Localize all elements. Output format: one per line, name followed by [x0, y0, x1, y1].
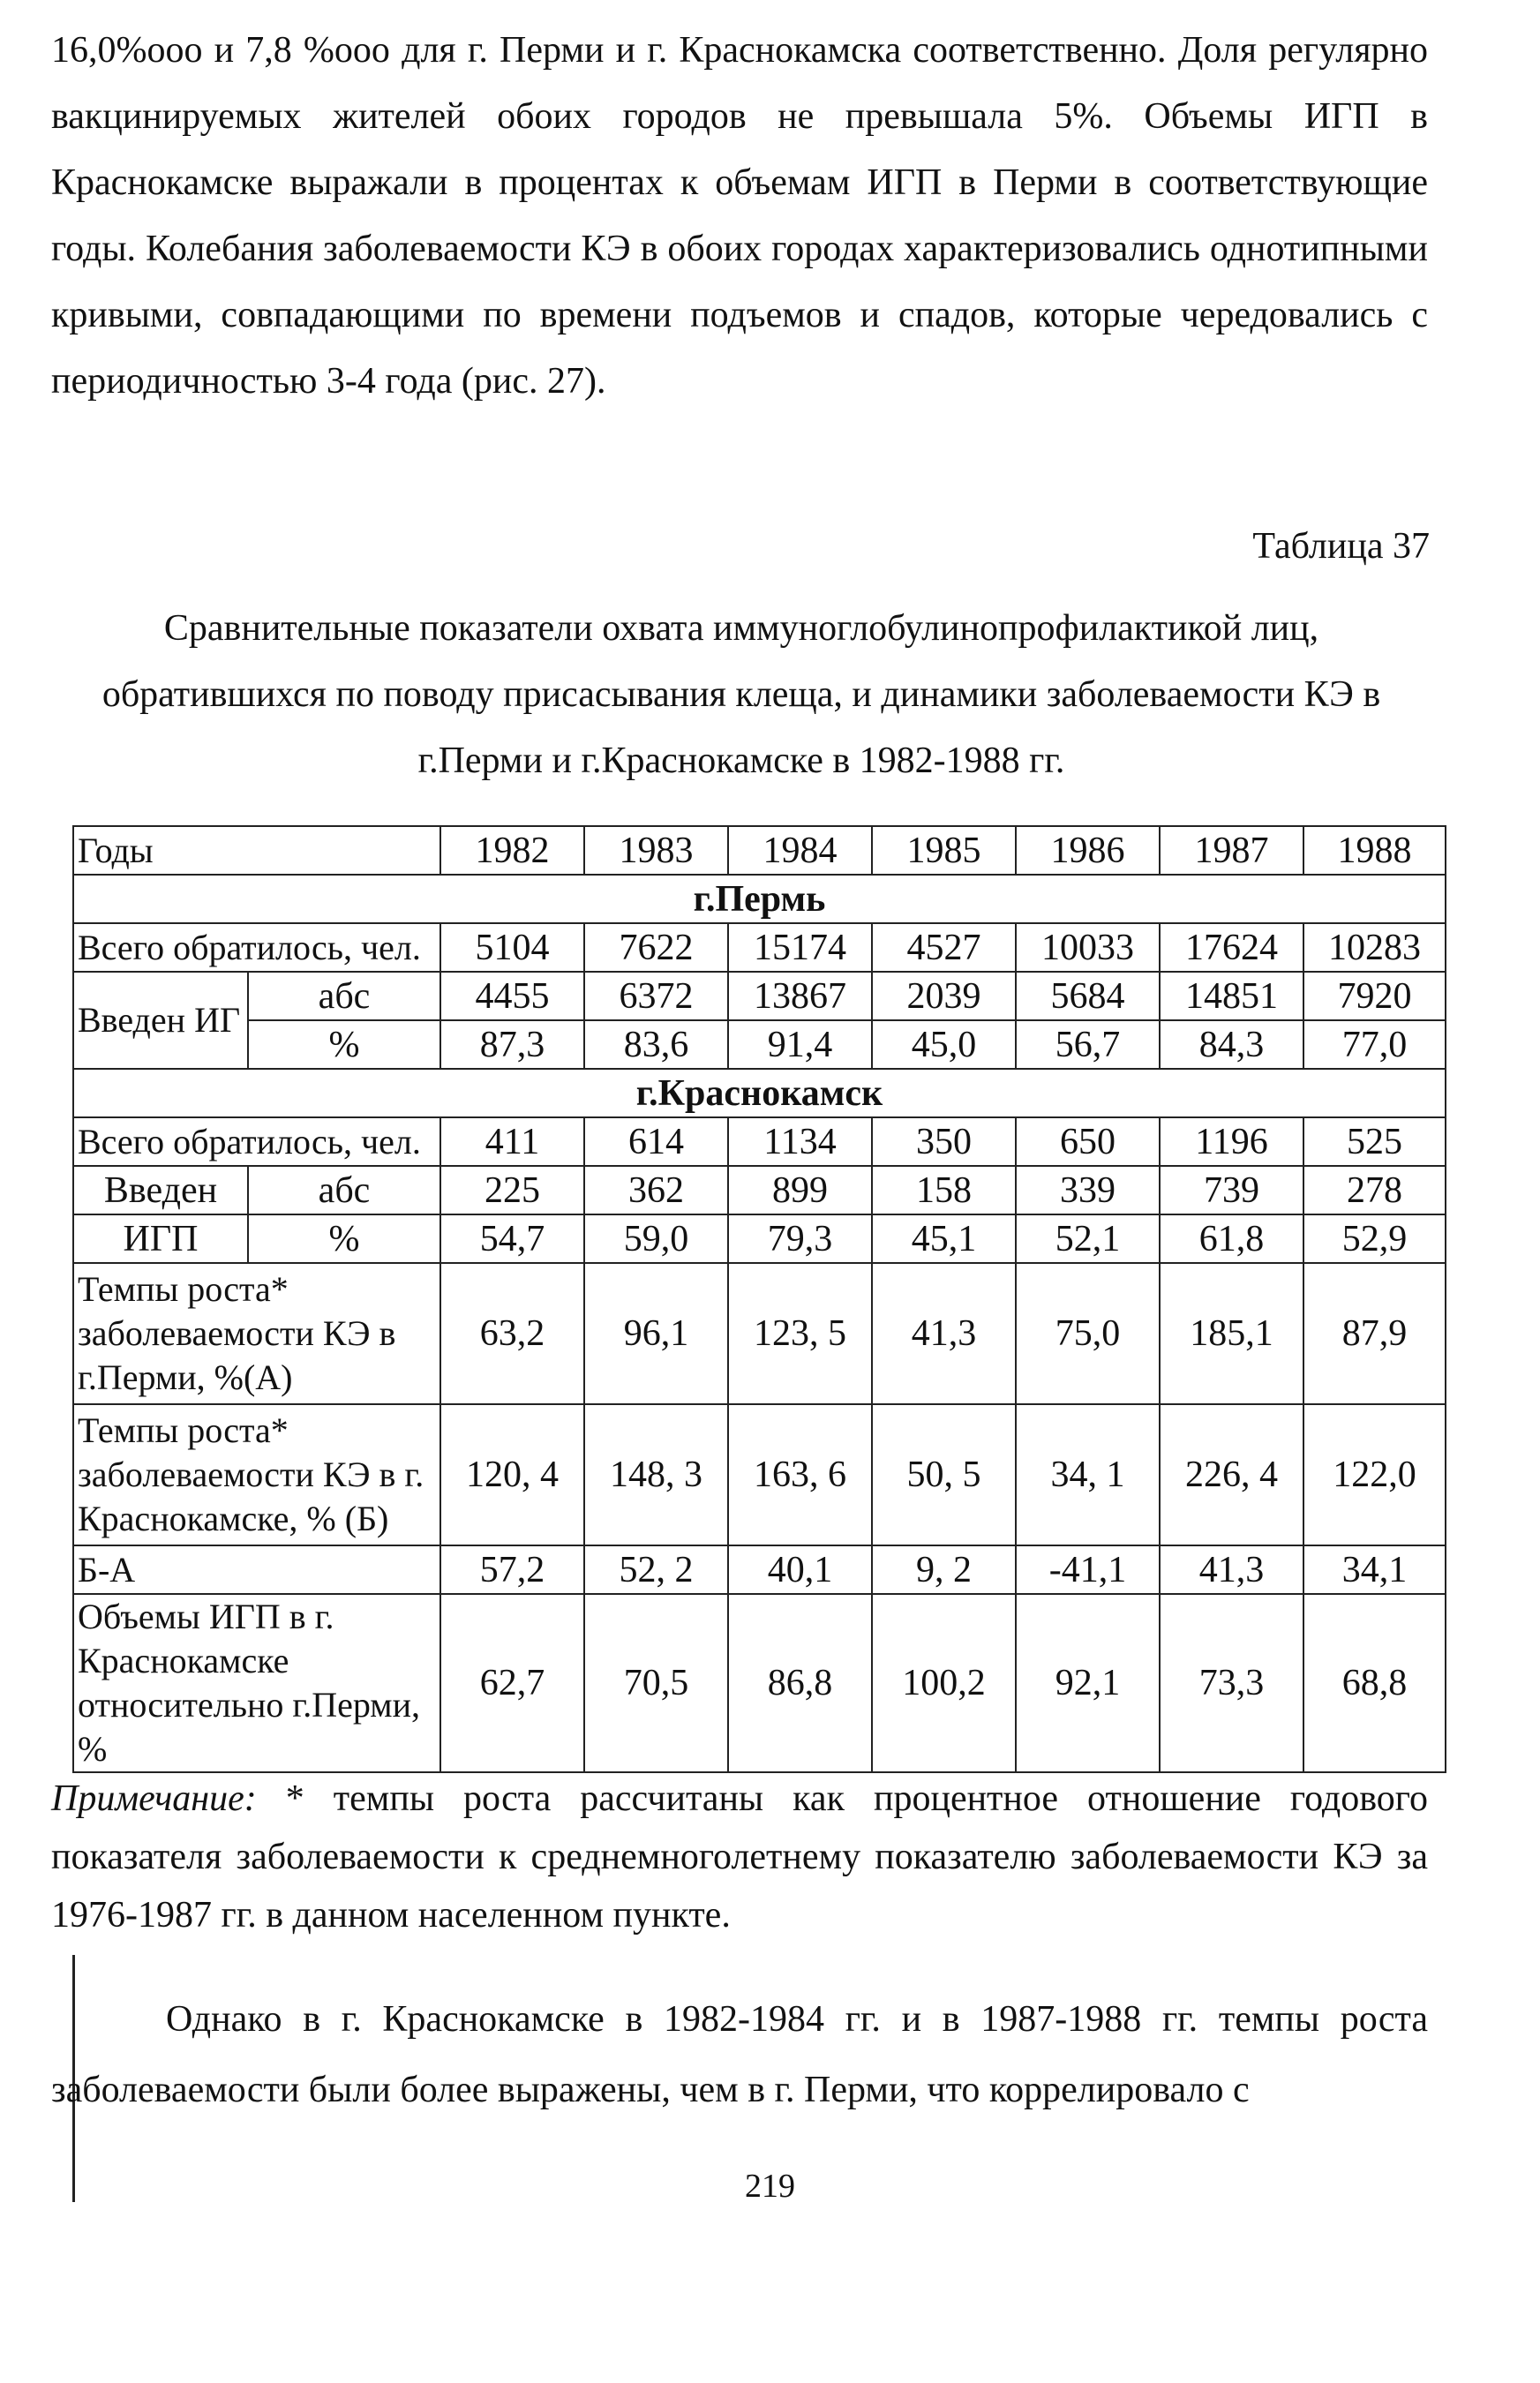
table-cell: 59,0 — [584, 1214, 728, 1263]
table-cell: 123, 5 — [728, 1263, 872, 1404]
table-row — [73, 1263, 1446, 1404]
table-cell: 91,4 — [728, 1020, 872, 1069]
table-cell: 75,0 — [1016, 1263, 1160, 1404]
table-cell: 614 — [584, 1117, 728, 1166]
table-cell: 34,1 — [1303, 1545, 1446, 1594]
table-cell: 15174 — [728, 923, 872, 972]
table-cell: 100,2 — [872, 1594, 1016, 1772]
section-title-krasnokamsk: г.Краснокамск — [73, 1069, 1446, 1117]
table-cell: 350 — [872, 1117, 1016, 1166]
section-row — [73, 1069, 1446, 1117]
row-label: Всего обратилось, чел. — [73, 923, 440, 972]
table-cell: 41,3 — [872, 1263, 1016, 1404]
table-cell: 34, 1 — [1016, 1404, 1160, 1545]
table-cell: 17624 — [1160, 923, 1303, 972]
table-cell: 96,1 — [584, 1263, 728, 1404]
row-label: Всего обратилось, чел. — [73, 1117, 440, 1166]
row-label: Б-А — [73, 1545, 440, 1594]
table-cell: 84,3 — [1160, 1020, 1303, 1069]
table-cell: 52, 2 — [584, 1545, 728, 1594]
table-cell: 45,1 — [872, 1214, 1016, 1263]
years-label: Годы — [73, 826, 440, 875]
table-row — [73, 1404, 1446, 1545]
top-paragraph: 16,0%ooo и 7,8 %ooo для г. Перми и г. Краснокамска соответственно. Доля регулярно вакцинируемых жителей обоих городов не превышала 5%. Объемы ИГП в Краснокамске выражали в процентах к объемам ИГП в Перми в соответствующие годы. Колебания заболеваемости КЭ в обоих городах характеризовались однотипными кривыми, совпадающими по времени подъемов и спадов, которые чередовались с периодичностью 3-4 года (рис. 27). — [51, 30, 1428, 402]
table-cell: 1134 — [728, 1117, 872, 1166]
row-label: ИГП — [73, 1214, 248, 1263]
table-cell: 362 — [584, 1166, 728, 1214]
table-cell: 87,3 — [440, 1020, 584, 1069]
year-cell: 1984 — [728, 826, 872, 875]
year-cell: 1987 — [1160, 826, 1303, 875]
table-cell: 86,8 — [728, 1594, 872, 1772]
row-label: Введен ИГ — [73, 972, 248, 1069]
section-row — [73, 875, 1446, 923]
table-cell: 226, 4 — [1160, 1404, 1303, 1545]
table-cell: 50, 5 — [872, 1404, 1016, 1545]
table-cell: 739 — [1160, 1166, 1303, 1214]
table-cell: 163, 6 — [728, 1404, 872, 1545]
table-cell: 45,0 — [872, 1020, 1016, 1069]
table-cell: 92,1 — [1016, 1594, 1160, 1772]
table-row — [73, 1214, 1446, 1263]
table-cell: 6372 — [584, 972, 728, 1020]
table-cell: 52,1 — [1016, 1214, 1160, 1263]
note-label: Примечание: — [51, 1778, 257, 1819]
table-cell: 79,3 — [728, 1214, 872, 1263]
row-label: Темпы роста* заболеваемости КЭ в г. Краснокамске, % (Б) — [73, 1404, 440, 1545]
table-row — [73, 1020, 1446, 1069]
year-cell: 1986 — [1016, 826, 1160, 875]
table-cell: 5104 — [440, 923, 584, 972]
table-cell: 7622 — [584, 923, 728, 972]
table-cell: -41,1 — [1016, 1545, 1160, 1594]
table-cell: 122,0 — [1303, 1404, 1446, 1545]
sub-label: абс — [248, 972, 440, 1020]
table-cell: 7920 — [1303, 972, 1446, 1020]
section-title-perm: г.Пермь — [73, 875, 1446, 923]
sub-label: % — [248, 1020, 440, 1069]
table-cell: 225 — [440, 1166, 584, 1214]
table-cell: 52,9 — [1303, 1214, 1446, 1263]
table-cell: 899 — [728, 1166, 872, 1214]
row-label: Темпы роста* заболеваемости КЭ в г.Перми, %(А) — [73, 1263, 440, 1404]
table-cell: 68,8 — [1303, 1594, 1446, 1772]
year-cell: 1988 — [1303, 826, 1446, 875]
table-cell: 70,5 — [584, 1594, 728, 1772]
row-label: Введен — [73, 1166, 248, 1214]
table-cell: 2039 — [872, 972, 1016, 1020]
table-cell: 41,3 — [1160, 1545, 1303, 1594]
table-cell: 148, 3 — [584, 1404, 728, 1545]
table-cell: 278 — [1303, 1166, 1446, 1214]
table-cell: 525 — [1303, 1117, 1446, 1166]
table-row — [73, 1545, 1446, 1594]
table-number: Таблица 37 — [1252, 526, 1430, 567]
note-text: * темпы роста рассчитаны как процентное отношение годового показателя заболеваемости к среднемноголетнему показателю заболеваемости КЭ за 1976-1987 гг. в данном населенном пункте. — [51, 1778, 1428, 1936]
table-cell: 73,3 — [1160, 1594, 1303, 1772]
table-row — [73, 1166, 1446, 1214]
year-cell: 1983 — [584, 826, 728, 875]
table-cell: 4455 — [440, 972, 584, 1020]
sub-label: абс — [248, 1166, 440, 1214]
table-cell: 5684 — [1016, 972, 1160, 1020]
table-cell: 40,1 — [728, 1545, 872, 1594]
table-cell: 10283 — [1303, 923, 1446, 972]
table-cell: 56,7 — [1016, 1020, 1160, 1069]
sub-label: % — [248, 1214, 440, 1263]
table-cell: 411 — [440, 1117, 584, 1166]
table-cell: 57,2 — [440, 1545, 584, 1594]
comparison-table — [72, 825, 1446, 1773]
table-cell: 158 — [872, 1166, 1016, 1214]
year-cell: 1982 — [440, 826, 584, 875]
table-row — [73, 972, 1446, 1020]
table-cell: 62,7 — [440, 1594, 584, 1772]
table-cell: 9, 2 — [872, 1545, 1016, 1594]
table-cell: 4527 — [872, 923, 1016, 972]
table-cell: 63,2 — [440, 1263, 584, 1404]
table-cell: 77,0 — [1303, 1020, 1446, 1069]
table-cell: 83,6 — [584, 1020, 728, 1069]
table-caption: Сравнительные показатели охвата иммуноглобулинопрофилактикой лиц, обратившихся по поводу присасывания клеща, и динамики заболеваемости КЭ в г.Перми и г.Краснокамске в 1982-1988 гг. — [101, 608, 1381, 781]
table-cell: 120, 4 — [440, 1404, 584, 1545]
table-cell: 10033 — [1016, 923, 1160, 972]
table-note — [51, 1770, 1428, 1944]
table-cell: 650 — [1016, 1117, 1160, 1166]
table-cell: 13867 — [728, 972, 872, 1020]
table-row — [73, 1117, 1446, 1166]
table-row — [73, 923, 1446, 972]
table-cell: 54,7 — [440, 1214, 584, 1263]
page-number: 219 — [745, 2168, 795, 2205]
table-cell: 185,1 — [1160, 1263, 1303, 1404]
table-cell: 1196 — [1160, 1117, 1303, 1166]
year-cell: 1985 — [872, 826, 1016, 875]
row-label: Объемы ИГП в г. Краснокамске относительно г.Перми, % — [73, 1594, 440, 1772]
table-cell: 14851 — [1160, 972, 1303, 1020]
table-row — [73, 1594, 1446, 1772]
years-row — [73, 826, 1446, 875]
table-cell: 61,8 — [1160, 1214, 1303, 1263]
table-cell: 87,9 — [1303, 1263, 1446, 1404]
bottom-paragraph: Однако в г. Краснокамске в 1982-1984 гг. и в 1987-1988 гг. темпы роста заболеваемости были более выражены, чем в г. Перми, что коррелировало с — [51, 1999, 1428, 2110]
table-cell: 339 — [1016, 1166, 1160, 1214]
